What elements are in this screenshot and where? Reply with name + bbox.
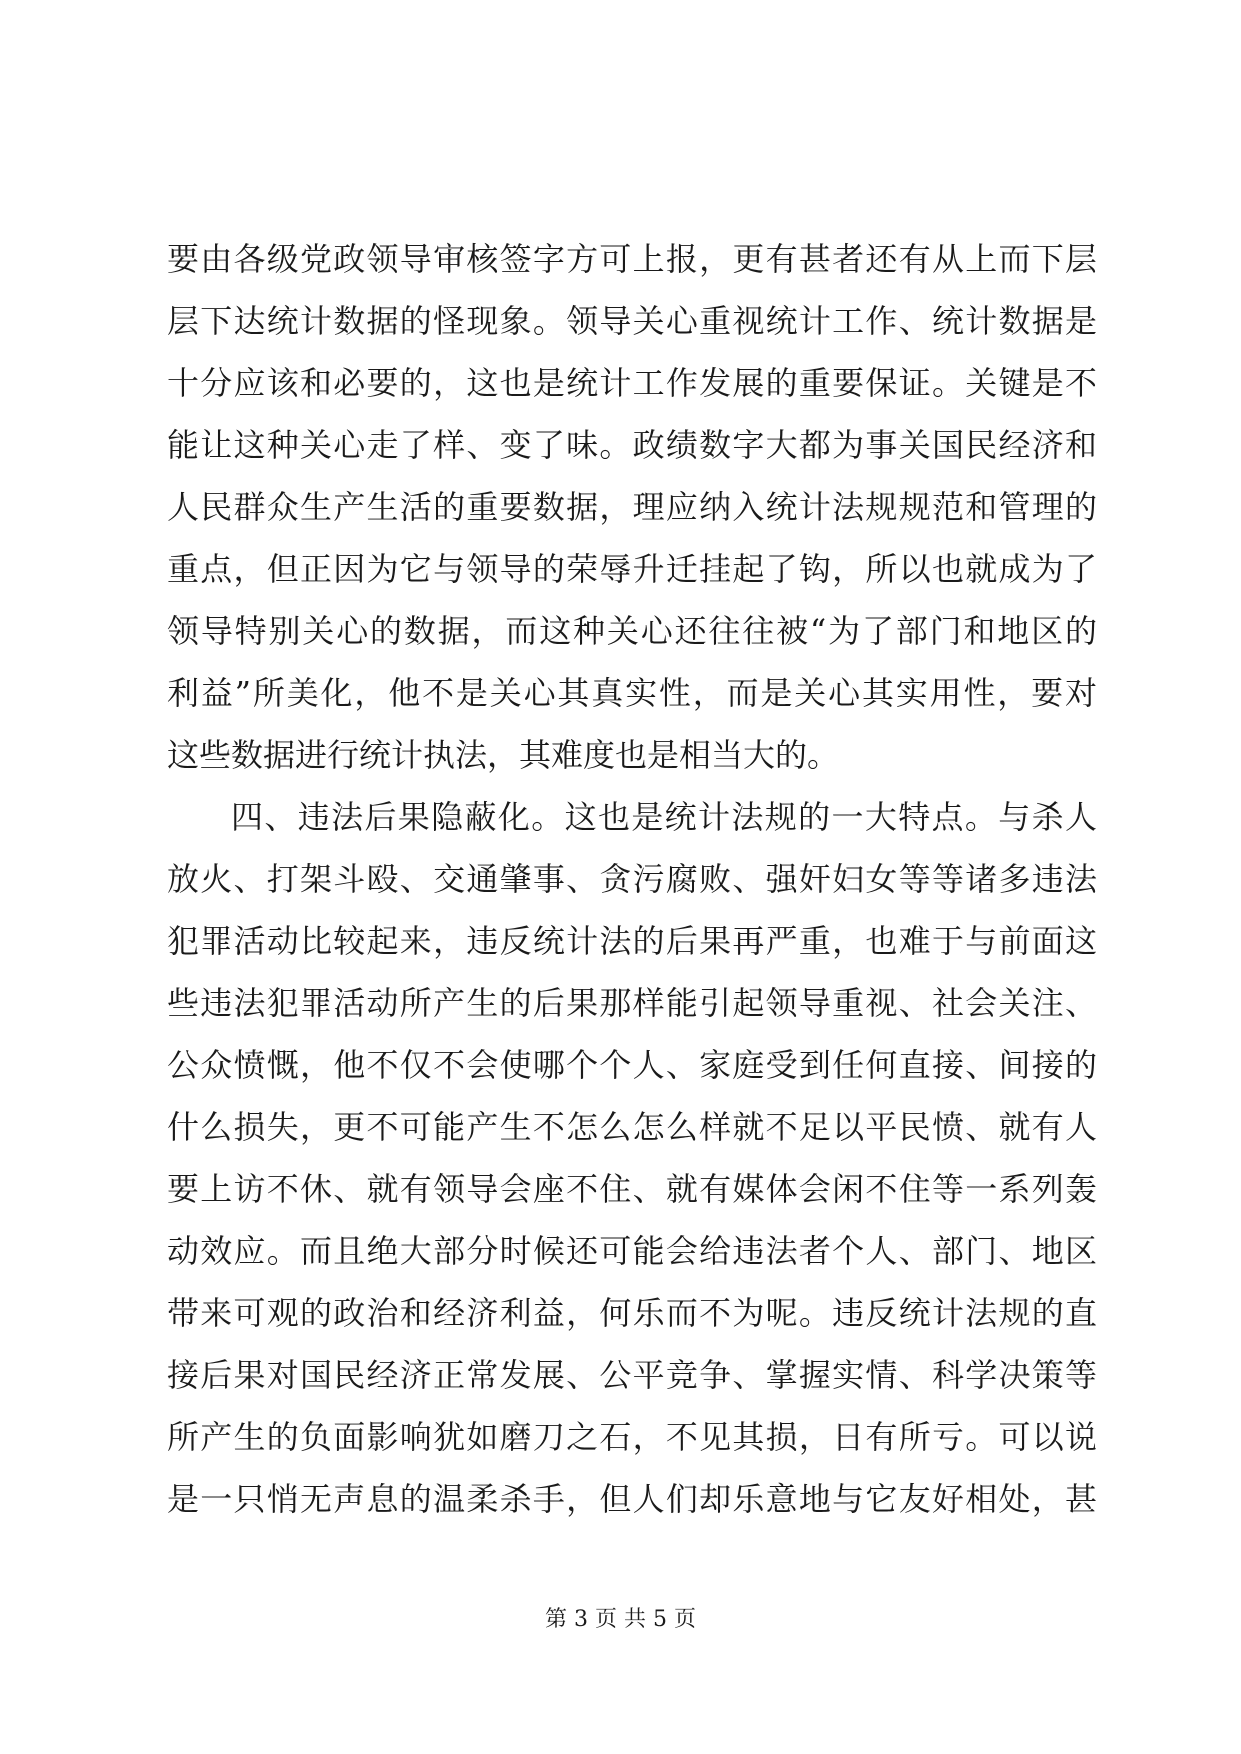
text-line: 人民群众生产生活的重要数据，理应纳入统计法规规范和管理的 bbox=[167, 488, 1097, 526]
text-line: 带来可观的政治和经济利益，何乐而不为呢。违反统计法规的直 bbox=[167, 1294, 1097, 1332]
text-line: 要由各级党政领导审核签字方可上报，更有甚者还有从上而下层 bbox=[167, 240, 1097, 278]
text-line: 利益”所美化，他不是关心其真实性，而是关心其实用性，要对 bbox=[167, 674, 1097, 712]
text-line: 放火、打架斗殴、交通肇事、贪污腐败、强奸妇女等等诸多违法 bbox=[167, 860, 1097, 898]
text-line: 接后果对国民经济正常发展、公平竞争、掌握实情、科学决策等 bbox=[167, 1356, 1097, 1394]
text-line: 动效应。而且绝大部分时候还可能会给违法者个人、部门、地区 bbox=[167, 1232, 1097, 1270]
text-line: 层下达统计数据的怪现象。领导关心重视统计工作、统计数据是 bbox=[167, 302, 1097, 340]
text-line: 十分应该和必要的，这也是统计工作发展的重要保证。关键是不 bbox=[167, 364, 1097, 402]
text-line: 所产生的负面影响犹如磨刀之石，不见其损，日有所亏。可以说 bbox=[167, 1418, 1097, 1456]
text-line: 要上访不休、就有领导会座不住、就有媒体会闲不住等一系列轰 bbox=[167, 1170, 1097, 1208]
text-line: 重点，但正因为它与领导的荣辱升迁挂起了钩，所以也就成为了 bbox=[167, 550, 1097, 588]
text-line: 些违法犯罪活动所产生的后果那样能引起领导重视、社会关注、 bbox=[167, 984, 1097, 1022]
text-line: 这些数据进行统计执法，其难度也是相当大的。 bbox=[167, 736, 840, 774]
text-line: 犯罪活动比较起来，违反统计法的后果再严重，也难于与前面这 bbox=[167, 922, 1097, 960]
text-line: 是一只悄无声息的温柔杀手，但人们却乐意地与它友好相处，甚 bbox=[167, 1480, 1097, 1518]
text-line: 什么损失，更不可能产生不怎么怎么样就不足以平民愤、就有人 bbox=[167, 1108, 1097, 1146]
text-line: 四、违法后果隐蔽化。这也是统计法规的一大特点。与杀人 bbox=[231, 798, 1097, 836]
text-line: 能让这种关心走了样、变了味。政绩数字大都为事关国民经济和 bbox=[167, 426, 1097, 464]
text-line: 公众愤慨，他不仅不会使哪个个人、家庭受到任何直接、间接的 bbox=[167, 1046, 1097, 1084]
text-line: 领导特别关心的数据，而这种关心还往往被“为了部门和地区的 bbox=[167, 612, 1097, 650]
page-footer: 第 3 页 共 5 页 bbox=[545, 1607, 696, 1632]
body-text bbox=[167, 228, 1097, 1530]
